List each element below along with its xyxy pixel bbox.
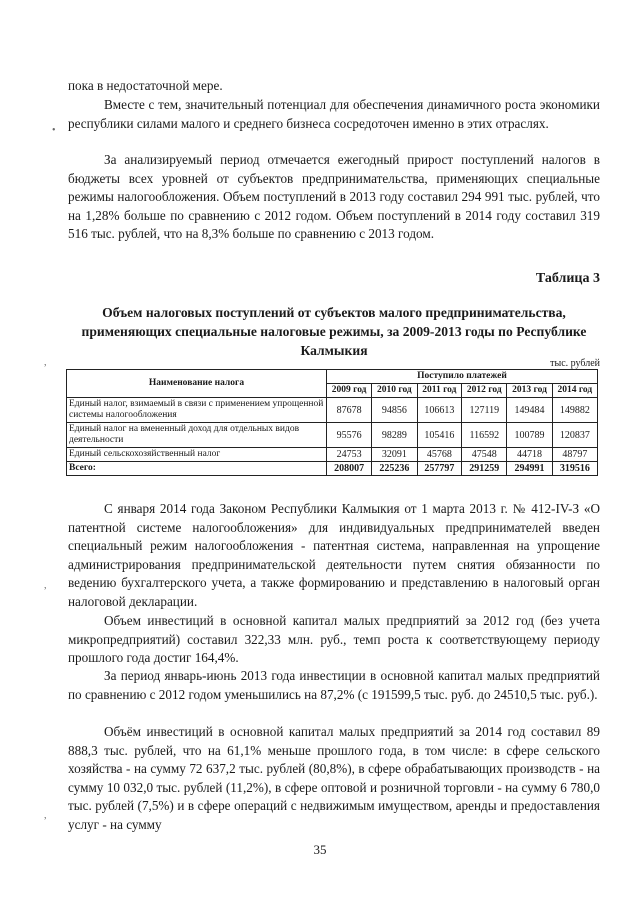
- table-row: [67, 423, 598, 448]
- header-year: 2013 год: [507, 384, 552, 398]
- cell-value: 319516: [552, 462, 597, 476]
- scan-mark: ,: [44, 580, 47, 591]
- table-units: тыс. рублей: [550, 358, 600, 369]
- paragraph-7: Объём инвестиций в основной капитал малых предприятий за 2014 год составил 89 888,3 тыс. рублей, что на 61,1% меньше прошлого года, в том числе: в сфере сельского хозяйства - на сумму 72 637,2 тыс. рублей (80,8%), в сфере обрабатывающих производств - на сумму 10 032,0 тыс. рублей (11,2%), в сфере оптовой и розничной торговли - на сумму 6 780,0 тыс. рублей (7,5%) и в сфере операций с недвижимым имуществом, аренды и предоставления услуг - на сумму: [68, 724, 600, 832]
- cell-value: 95576: [327, 423, 372, 448]
- cell-value: 24753: [327, 448, 372, 462]
- row-name: Единый сельскохозяйственный налог: [67, 448, 327, 462]
- paragraph-1: пока в недостаточной мере.: [68, 78, 223, 93]
- paragraph-6: За период январь-июнь 2013 года инвестиции в основной капитал малых предприятий по сравнению с 2012 годом уменьшились на 87,2% (с 191599,5 тыс. руб. до 24510,5 тыс. руб.).: [68, 668, 600, 702]
- header-year: 2009 год: [327, 384, 372, 398]
- paragraph-4: С января 2014 года Законом Республики Калмыкия от 1 марта 2013 г. № 412-IV-З «О патентной системе налогообложения» для индивидуальных предпринимателей введен специальный режим налогообложения - патентная система, направленная на упрощение администрирования предпринимательской деятельности путем снятия обязанности по ведению бухгалтерского учета, а также формированию и представлению в налоговый орган налоговой декларации.: [68, 501, 600, 609]
- row-name: Всего:: [67, 462, 327, 476]
- cell-value: 47548: [462, 448, 507, 462]
- paragraph-2: Вместе с тем, значительный потенциал для обеспечения динамичного роста экономики республики силами малого и среднего бизнеса сосредоточен именно в этих отраслях.: [68, 97, 600, 131]
- cell-value: 87678: [327, 398, 372, 423]
- cell-value: 45768: [417, 448, 462, 462]
- scan-mark: •: [52, 125, 56, 136]
- paragraph-3: За анализируемый период отмечается ежегодный прирост поступлений налогов в бюджеты всех уровней от субъектов предпринимательства, применяющих специальные режимы налогообложения. Объем поступлений в 2013 году составил 294 991 тыс. рублей, что на 1,28% больше по сравнению с 2012 годом. Объем поступлений в 2014 году составил 319 516 тыс. рублей, что на 8,3% больше по сравнению с 2013 годом.: [68, 152, 600, 242]
- table-row: [67, 448, 598, 462]
- header-year: 2012 год: [462, 384, 507, 398]
- cell-value: 116592: [462, 423, 507, 448]
- cell-value: 291259: [462, 462, 507, 476]
- header-year: 2014 год: [552, 384, 597, 398]
- cell-value: 32091: [372, 448, 417, 462]
- cell-value: 94856: [372, 398, 417, 423]
- cell-value: 100789: [507, 423, 552, 448]
- header-year: 2011 год: [417, 384, 462, 398]
- cell-value: 105416: [417, 423, 462, 448]
- cell-value: 149484: [507, 398, 552, 423]
- table-total-row: [67, 462, 598, 476]
- cell-value: 127119: [462, 398, 507, 423]
- table-row: [67, 398, 598, 423]
- tax-revenue-table: [66, 369, 598, 476]
- cell-value: 98289: [372, 423, 417, 448]
- table-caption: Объем налоговых поступлений от субъектов малого предпринимательства, применяющих специальные налоговые режимы, за 2009-2013 годы по Республике Калмыкия: [81, 305, 587, 358]
- header-payments: Поступило платежей: [327, 370, 598, 384]
- page-number: 35: [313, 842, 327, 857]
- cell-value: 120837: [552, 423, 597, 448]
- table-label: Таблица 3: [535, 271, 600, 286]
- row-name: Единый налог на вмененный доход для отдельных видов деятельности: [67, 423, 327, 448]
- cell-value: 225236: [372, 462, 417, 476]
- paragraph-5: Объем инвестиций в основной капитал малых предприятий за 2012 год (без учета микропредприятий) составил 322,33 млн. руб., темп роста к соответствующему периоду прошлого года достиг 164,4%.: [68, 613, 600, 666]
- row-name: Единый налог, взимаемый в связи с применением упрощенной системы налогообложения: [67, 398, 327, 423]
- cell-value: 294991: [507, 462, 552, 476]
- cell-value: 106613: [417, 398, 462, 423]
- header-tax-name: Наименование налога: [67, 370, 327, 398]
- header-year: 2010 год: [372, 384, 417, 398]
- cell-value: 48797: [552, 448, 597, 462]
- scan-mark: ,: [44, 357, 47, 368]
- cell-value: 208007: [327, 462, 372, 476]
- scan-mark: ,: [44, 810, 47, 821]
- cell-value: 44718: [507, 448, 552, 462]
- cell-value: 149882: [552, 398, 597, 423]
- cell-value: 257797: [417, 462, 462, 476]
